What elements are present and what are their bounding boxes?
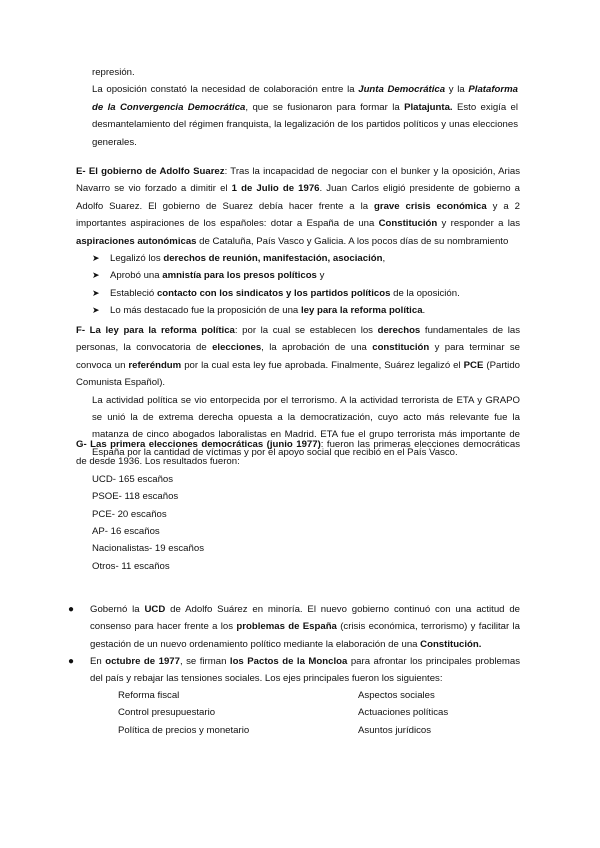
moncloa-axes-table [118,687,478,739]
section-g-paragraph: G- Las primera elecciones democráticas (junio 1977): fueron las primeras elecciones democráticas de desde 1936. Los resultados fueron: [76,439,520,468]
election-results-list [76,471,520,575]
table-cell: Reforma fiscal [118,690,180,701]
section-e-paragraph: E- El gobierno de Adolfo Suarez: Tras la incapacidad de negociar con el bunker y la oposición, Arias Navarro se vio forzado a dimitir el 1 de Julio de 1976. Juan Carlos eligió presidente de gobierno a Adolfo Suarez. El gobierno de Suarez debía hacer frente a la grave crisis económica y a 2 importantes aspiraciones de los españoles: dotar a España de una Constitución y responder a las aspiraciones autonómicas de Cataluña, País Vasco y Galicia. A los pocos días de su nombramiento [76,166,521,247]
list-item: ➤ Aprobó una amnistía para los presos políticos y [76,267,520,284]
result-item: Nacionalistas- 19 escaños [92,543,204,555]
table-cell: Asuntos jurídicos [358,724,432,736]
bullet-ucd-text: Gobernó la UCD de Adolfo Suárez en minoría. El nuevo gobierno continuó con una actitud de consenso para hacer frente a los problemas de España (crisis económica, terrorismo) y facilitar la gestación de un nuevo ordenamiento político mediante la elaboración de una Constitución. [90,604,520,650]
table-cell: Control presupuestario [118,707,216,719]
arrow-bullet-icon: ➤ [92,287,100,298]
result-item: Otros- 11 escaños [92,560,170,572]
result-item: UCD- 165 escaños [92,473,174,485]
platajunta-paragraph: La oposición constató la necesidad de colaboración entre la Junta Democrática y la Plataforma de la Convergencia Democrática, que se fusionaron para formar la Platajunta. Esto exigía el desmantelamiento del régimen franquista, la legalización de los partidos políticos y unas elecciones generales. [92,84,519,148]
table-cell: Política de precios y monetario [118,724,250,736]
section-e [76,163,520,320]
list-item: ➤ Lo más destacado fue la proposición de una ley para la reforma política. [76,302,520,319]
section-f-heading: F- La ley para la reforma política [76,325,235,336]
table-row [118,722,478,739]
table-row [118,687,478,704]
section-e-list [76,250,520,320]
bullet-moncloa [68,653,520,688]
list-item: ➤ Estableció contacto con los sindicatos y los partidos políticos de la oposición. [76,285,520,302]
table-row [118,704,478,721]
result-item: PCE- 20 escaños [92,508,167,520]
bullet-moncloa-text: En octubre de 1977, se firman los Pactos de la Moncloa para afrontar los principales problemas del país y rebajar las tensiones sociales. Los ejes principales fueron los siguientes: [90,656,520,685]
terrorism-paragraph: La actividad política se vio entorpecida por el terrorismo. A la actividad terrorista de ETA y GRAPO se unió la de extrema derecha opuesta a la democratización, cuyo acto más relevante fue la matanza de cinco abogados laboralistas en Madrid. ETA fue el grupo terrorista más importante de España por la cantidad de víctimas y por el apoyo social que recibió en el País Vasco. [92,394,520,458]
list-item: ➤ Legalizó los derechos de reunión, manifestación, asociación, [76,250,520,267]
section-g [76,436,520,575]
bullet-dot-icon: ● [68,604,75,615]
section-e-heading: E- El gobierno de Adolfo Suarez [76,166,225,177]
intro-line: represión. [92,67,135,78]
table-cell: Actuaciones políticas [358,707,449,719]
bullet-ucd [68,601,520,653]
result-item: AP- 16 escaños [92,526,160,538]
arrow-bullet-icon: ➤ [92,305,100,316]
section-f-paragraph: F- La ley para la reforma política: por la cual se establecen los derechos fundamentales de las personas, la convocatoria de elecciones, la aprobación de una constitución y para terminar se convoca un referéndum por la cual esta ley fue aprobada. Finalmente, Suárez legalizó el PCE (Partido Comunista Español). [76,325,521,389]
arrow-bullet-icon: ➤ [92,270,100,281]
result-item: PSOE- 118 escaños [92,491,179,503]
section-g-heading: G- Las primera elecciones democráticas (junio 1977) [76,439,321,450]
intro-paragraph [92,64,518,151]
arrow-bullet-icon: ➤ [92,253,100,264]
bullet-dot-icon: ● [68,656,75,667]
table-cell: Aspectos sociales [358,690,435,701]
